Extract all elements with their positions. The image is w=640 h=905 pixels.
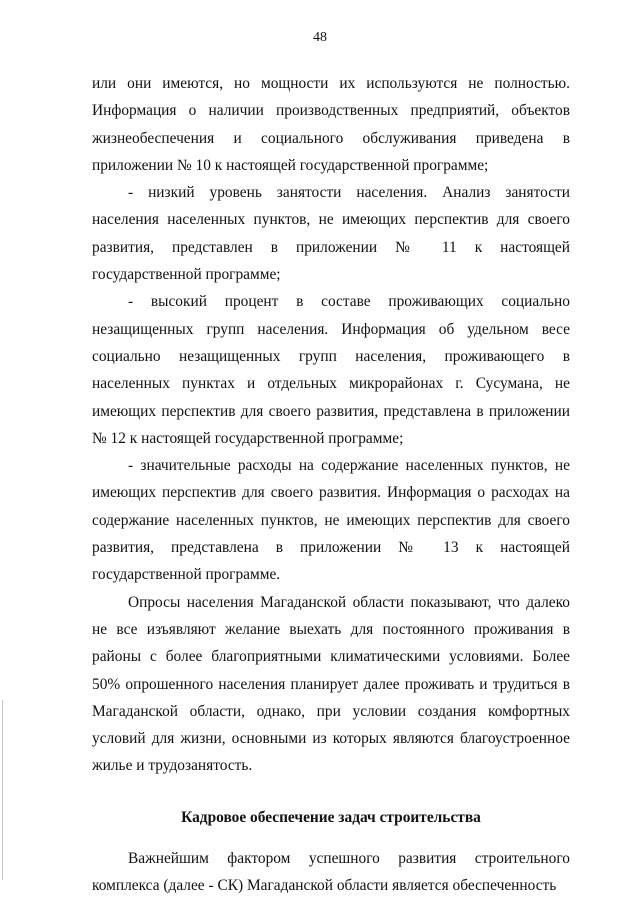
paragraph-continuation: или они имеются, но мощности их используются не полностью. Информация о наличии производственных предприятий, объектов жизнеобеспечения и социального обслуживания приведена в приложении № 10 к настоящей государственной программе; — [92, 75, 570, 174]
paragraph-staffing: Важнейшим фактором успешного развития строительного комплекса (далее - СК) Магаданской области является обеспеченность — [92, 850, 570, 895]
scan-edge-line — [2, 700, 3, 880]
document-body — [92, 70, 570, 900]
paragraph-maintenance-costs: - значительные расходы на содержание населенных пунктов, не имеющих перспектив для своего развития. Информация о расходах на содержание населенных пунктов, не имеющих перспектив для своего развития, представлена в приложении № 13 к настоящей государственной программе. — [92, 457, 570, 584]
paragraph-employment: - низкий уровень занятости населения. Анализ занятости населения населенных пунктов, не имеющих перспектив для своего развития, представлен в приложении № 11 к настоящей государственной программе; — [92, 184, 570, 284]
page-number: 48 — [313, 30, 327, 45]
paragraph-vulnerable-groups: - высокий процент в составе проживающих социально незащищенных групп населения. Информация об удельном весе социально незащищенных групп населения, проживающего в населенных пунктах и отдельных микрорайонах г. Сусумана, не имеющих перспектив для своего развития, представлена в приложении № 12 к настоящей государственной программе; — [92, 293, 570, 447]
section-heading: Кадровое обеспечение задач строительства — [181, 808, 481, 826]
paragraph-surveys: Опросы населения Магаданской области показывают, что далеко не все изъявляют желание выехать для постоянного проживания в районы с более благоприятными климатическими условиями. Более 50% опрошенного населения планирует далее проживать и трудиться в Магаданской области, однако, при условии создания комфортных условий для жизни, основными из которых являются благоустроенное жилье и трудозанятость. — [92, 593, 570, 775]
